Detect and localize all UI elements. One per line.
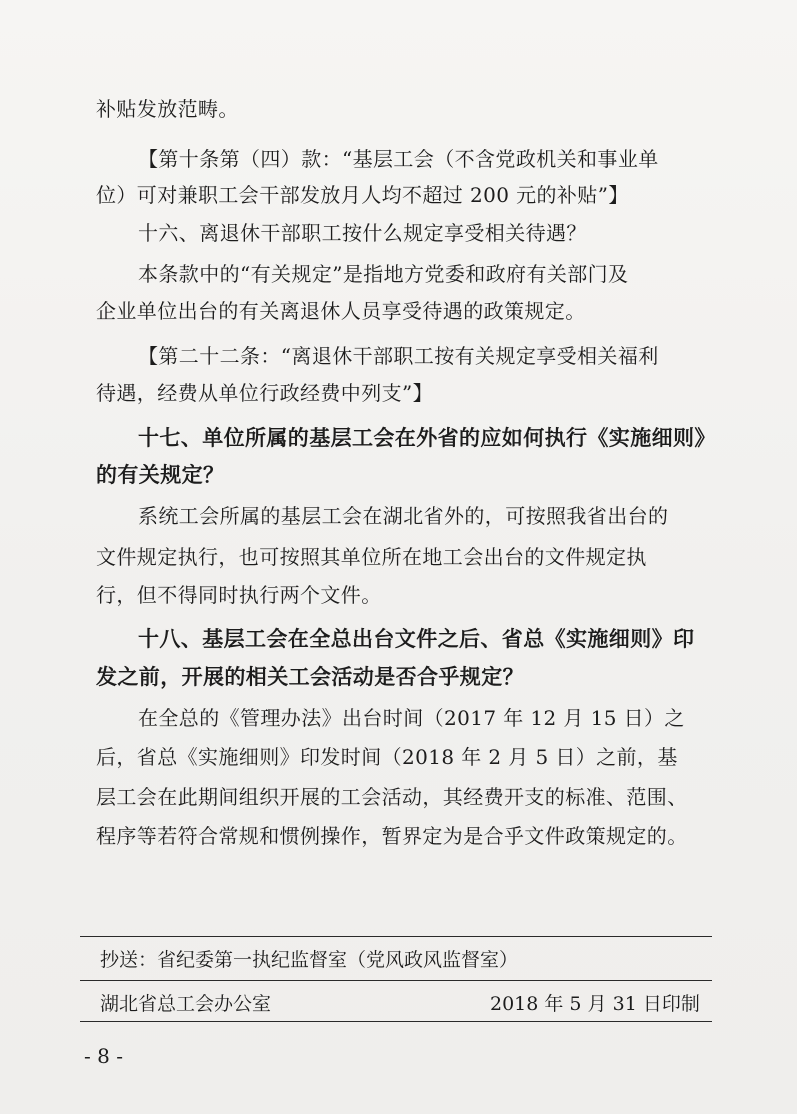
answer-18-line-1: 在全总的《管理办法》出台时间（2017 年 12 月 15 日）之 [138,706,685,730]
quote-article-22-line-2: 待遇，经费从单位行政经费中列支”】 [96,381,434,405]
answer-16-line-2: 企业单位出台的有关离退休人员享受待遇的政策规定。 [96,299,586,323]
answer-17-line-3: 行，但不得同时执行两个文件。 [96,583,382,607]
footer-rule-middle [80,980,712,981]
quote-article-10-line-1: 【第十条第（四）款：“基层工会（不含党政机关和事业单 [138,147,659,171]
heading-18-line-1: 十八、基层工会在全总出台文件之后、省总《实施细则》印 [138,626,695,651]
page-number: - 8 - [84,1044,123,1068]
answer-17-line-1: 系统工会所属的基层工会在湖北省外的，可按照我省出台的 [138,504,669,528]
heading-16: 十六、离退休干部职工按什么规定享受相关待遇？ [138,221,587,245]
quote-article-10-line-2: 位）可对兼职工会干部发放月人均不超过 200 元的补贴”】 [96,183,629,207]
footer-cc: 抄送：省纪委第一执纪监督室（党风政风监督室） [100,949,519,971]
footer-issuer: 湖北省总工会办公室 [100,993,272,1015]
text-line-1: 补贴发放范畴。 [96,97,239,121]
footer-rule-top [80,936,712,937]
heading-17-line-1: 十七、单位所属的基层工会在外省的应如何执行《实施细则》 [138,425,716,450]
answer-18-line-4: 程序等若符合常规和惯例操作，暂界定为是合乎文件政策规定的。 [96,824,688,848]
heading-17-line-2: 的有关规定？ [96,462,225,487]
heading-18-line-2: 发之前，开展的相关工会活动是否合乎规定？ [96,664,524,689]
answer-18-line-3: 层工会在此期间组织开展的工会活动，其经费开支的标准、范围、 [96,785,688,809]
answer-18-line-2: 后，省总《实施细则》印发时间（2018 年 2 月 5 日）之前，基 [96,745,678,769]
footer-rule-bottom [80,1021,712,1022]
footer-print-date: 2018 年 5 月 31 日印制 [490,993,700,1015]
answer-17-line-2: 文件规定执行，也可按照其单位所在地工会出台的文件规定执 [96,545,647,569]
quote-article-22-line-1: 【第二十二条：“离退休干部职工按有关规定享受相关福利 [138,344,659,368]
answer-16-line-1: 本条款中的“有关规定”是指地方党委和政府有关部门及 [138,262,629,286]
